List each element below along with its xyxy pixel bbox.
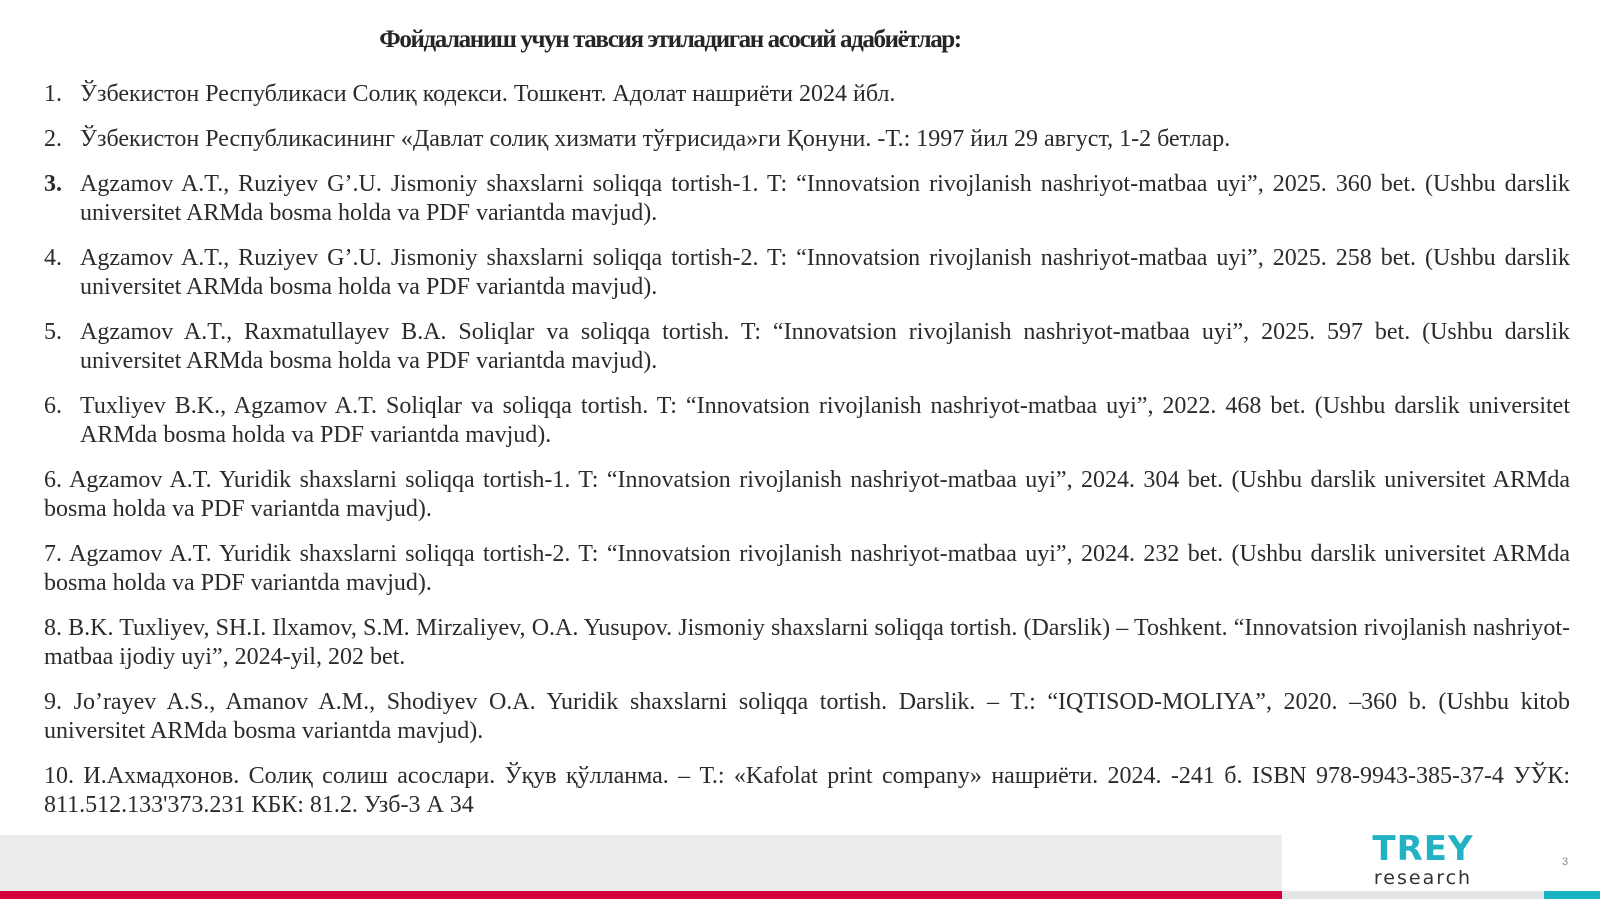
footer-accent-gray [1282,891,1544,899]
reference-item-plain: 9. Jo’rayev A.S., Amanov A.M., Shodiyev O.A. Yuridik shaxslarni soliqqa tortish. Darslik. – T.: “IQTISOD-MOLIYA”, 2020. –360 b. (Ushbu kitob universitet ARMda bosma variantda mavjud). [44,689,1570,744]
reference-number: 5. [44,319,62,345]
reference-item [44,170,1570,228]
page-number: 3 [1562,856,1569,868]
reference-item [44,318,1570,376]
reference-item [44,125,1570,154]
reference-number: 3. [44,171,62,197]
reference-text: Agzamov A.T., Raxmatullayev B.A. Soliqlar va soliqqa tortish. T: “Innovatsion rivojlanish nashriyot-matbaa uyi”, 2025. 597 bet. (Ushbu darslik universitet ARMda bosma holda va PDF variantda mavjud). [80,319,1570,374]
reference-list [44,80,1570,836]
reference-text: Agzamov A.T., Ruziyev G’.U. Jismoniy shaxslarni soliqqa tortish-1. T: “Innovatsion rivojlanish nashriyot-matbaa uyi”, 2025. 360 bet. (Ushbu darslik universitet ARMda bosma holda va PDF variantda mavjud). [80,171,1570,226]
reference-number: 4. [44,245,62,271]
reference-item [44,244,1570,302]
reference-item-plain: 8. B.K. Tuxliyev, SH.I. Ilxamov, S.M. Mirzaliyev, O.A. Yusupov. Jismoniy shaxslarni soliqqa tortish. (Darslik) – Toshkent. “Innovatsion rivojlanish nashriyot-matbaa ijodiy uyi”, 2024-yil, 202 bet. [44,615,1570,670]
footer-accent-red [0,891,1282,899]
reference-text: Ўзбекистон Республикаси Солиқ кодекси. Тошкент. Адолат нашриёти 2024 йбл. [80,81,896,107]
reference-item-plain: 6. Agzamov A.T. Yuridik shaxslarni soliqqa tortish-1. T: “Innovatsion rivojlanish nashriyot-matbaa uyi”, 2024. 304 bet. (Ushbu darslik universitet ARMda bosma holda va PDF variantda mavjud). [44,467,1570,522]
reference-item [44,392,1570,450]
logo-subtitle: research [1373,867,1473,889]
logo-wordmark: TREY [1372,829,1474,869]
reference-number: 2. [44,126,62,152]
reference-text: Agzamov A.T., Ruziyev G’.U. Jismoniy shaxslarni soliqqa tortish-2. T: “Innovatsion rivojlanish nashriyot-matbaa uyi”, 2025. 258 bet. (Ushbu darslik universitet ARMda bosma holda va PDF variantda mavjud). [80,245,1570,300]
slide-title: Фойдаланиш учун тавсия этиладиган асосий адабиётлар: [379,26,961,53]
reference-text: Tuxliyev B.K., Agzamov A.T. Soliqlar va soliqqa tortish. T: “Innovatsion rivojlanish nashriyot-matbaa uyi”, 2022. 468 bet. (Ushbu darslik universitet ARMda bosma holda va PDF variantda mavjud). [80,393,1570,448]
reference-item-plain: 7. Agzamov A.T. Yuridik shaxslarni soliqqa tortish-2. T: “Innovatsion rivojlanish nashriyot-matbaa uyi”, 2024. 232 bet. (Ushbu darslik universitet ARMda bosma holda va PDF variantda mavjud). [44,541,1570,596]
reference-number: 1. [44,81,62,107]
reference-text: Ўзбекистон Республикасининг «Давлат солиқ хизмати тўғрисида»ги Қонуни. -Т.: 1997 йил 29 август, 1-2 бетлар. [80,126,1231,152]
footer-band [0,835,1282,891]
footer-accent-teal [1544,891,1600,899]
trey-research-logo [1368,830,1478,888]
reference-item-plain: 10. И.Ахмадхонов. Солиқ солиш асослари. Ўқув қўлланма. – Т.: «Kafolat print company» нашриёти. 2024. -241 б. ISBN 978-9943-385-37-4 УЎК: 811.512.133'373.231 КБК: 81.2. Узб-3 А 34 [44,763,1570,818]
reference-item [44,80,1570,109]
reference-number: 6. [44,393,62,419]
